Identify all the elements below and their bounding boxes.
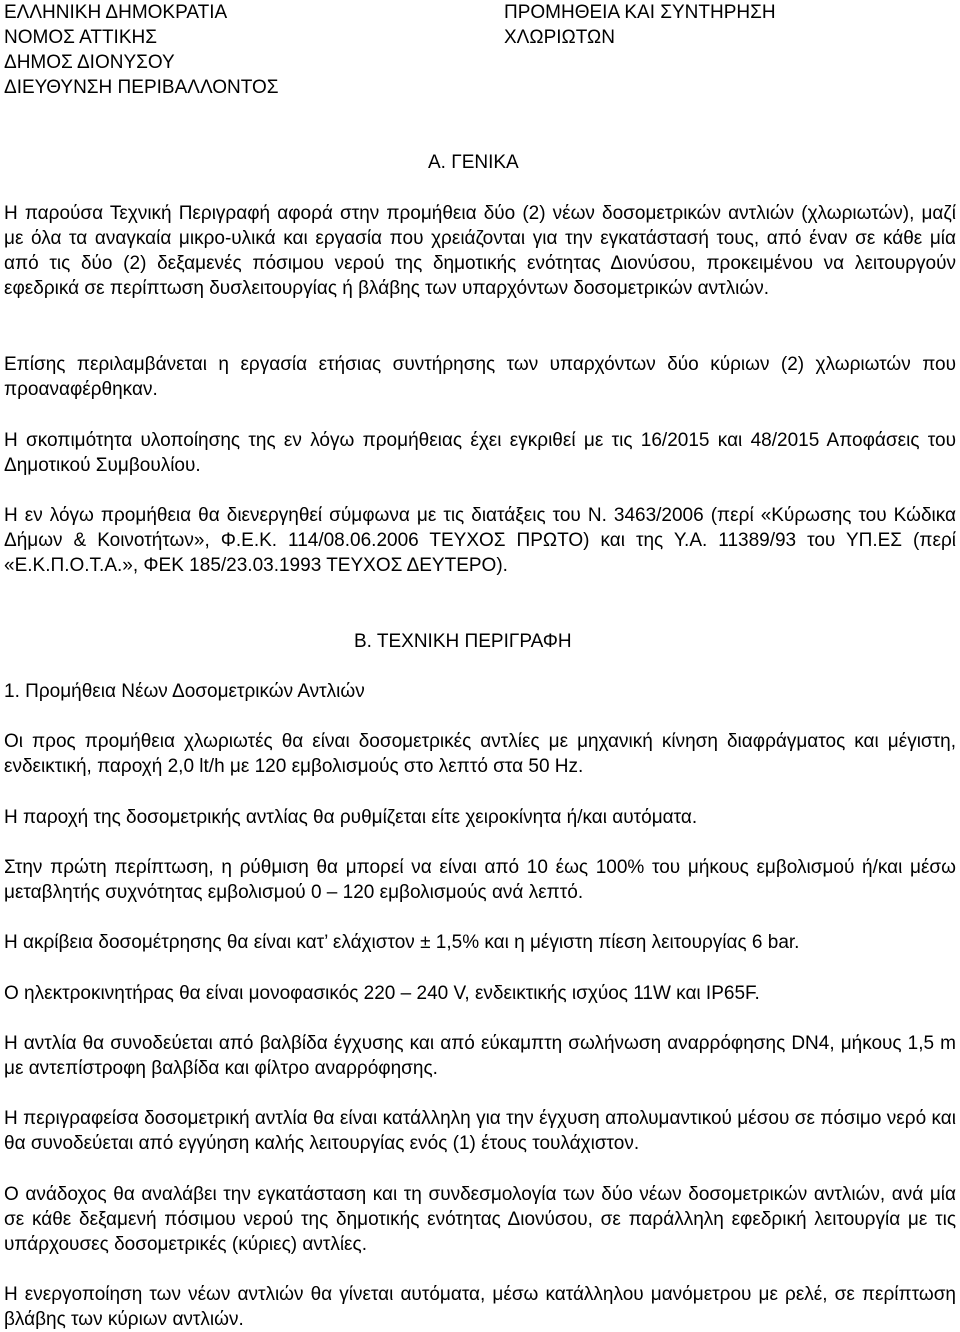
issuer-line-municipality: ΔΗΜΟΣ ΔΙΟΝΥΣΟΥ xyxy=(4,52,175,73)
section-a-paragraph: Η σκοπιμότητα υλοποίησης της εν λόγω προμήθειας έχει εγκριθεί με τις 16/2015 και 48/2015 Αποφάσεις του Δημοτικού Συμβουλίου. xyxy=(4,430,956,476)
section-b-heading: Β. ΤΕΧΝΙΚΗ ΠΕΡΙΓΡΑΦΗ xyxy=(354,631,572,652)
issuer-line-directorate: ΔΙΕΥΘΥΝΣΗ ΠΕΡΙΒΑΛΛΟΝΤΟΣ xyxy=(4,77,279,98)
section-b-paragraph: Ο ηλεκτροκινητήρας θα είναι μονοφασικός 220 – 240 V, ενδεικτικής ισχύος 11W και IP65F. xyxy=(4,983,760,1004)
section-a-heading: Α. ΓΕΝΙΚΑ xyxy=(428,152,519,173)
section-b-paragraph: Η περιγραφείσα δοσομετρική αντλία θα είναι κατάλληλη για την έγχυση απολυμαντικού μέσου σε πόσιμο νερό και θα συνοδεύεται από εγγύηση καλής λειτουργίας ενός (1) έτους τουλάχιστον. xyxy=(4,1108,956,1154)
project-title-line-1: ΠΡΟΜΗΘΕΙΑ ΚΑΙ ΣΥΝΤΗΡΗΣΗ xyxy=(504,2,776,23)
section-b-paragraph: Οι προς προμήθεια χλωριωτές θα είναι δοσομετρικές αντλίες με μηχανική κίνηση διαφράγματος και μέγιστη, ενδεικτική, παροχή 2,0 lt/h με 120 εμβολισμούς στο λεπτό στα 50 Hz. xyxy=(4,731,956,777)
section-a-paragraph: Η εν λόγω προμήθεια θα διενεργηθεί σύμφωνα με τις διατάξεις του Ν. 3463/2006 (περί «Κύρωσης του Κώδικα Δήμων & Κοινοτήτων», Φ.Ε.Κ. 114/08.06.2006 ΤΕΥΧΟΣ ΠΡΩΤΟ) και της Υ.Α. 11389/93 του ΥΠ.ΕΣ (περί «Ε.Κ.Π.Ο.Τ.Α.», ΦΕΚ 185/23.03.1993 ΤΕΥΧΟΣ ΔΕΥΤΕΡΟ). xyxy=(4,505,956,576)
section-a-paragraph: Επίσης περιλαμβάνεται η εργασία ετήσιας συντήρησης των υπαρχόντων δύο κύριων (2) χλωριωτών που προαναφέρθηκαν. xyxy=(4,354,956,400)
section-b-paragraph: Η αντλία θα συνοδεύεται από βαλβίδα έγχυσης και από εύκαμπτη σωλήνωση αναρρόφησης DN4, μήκους 1,5 m με αντεπίστροφη βαλβίδα και φίλτρο αναρρόφησης. xyxy=(4,1033,956,1079)
section-a-paragraph: Η παρούσα Τεχνική Περιγραφή αφορά στην προμήθεια δύο (2) νέων δοσομετρικών αντλιών (χλωριωτών), μαζί με όλα τα αναγκαία μικρο-υλικά και εργασία που χρειάζονται για την εγκατάστασή τους, από έναν σε κάθε μία από τις δύο (2) δεξαμενές πόσιμου νερού της δημοτικής ενότητας Διονύσου, προκειμένου να λειτουργούν εφεδρικά σε περίπτωση δυσλειτουργίας ή βλάβης των υπαρχόντων δοσομετρικών αντλιών. xyxy=(4,203,956,299)
section-b-paragraph: Η ενεργοποίηση των νέων αντλιών θα γίνεται αυτόματα, μέσω κατάλληλου μανόμετρου με ρελέ, σε περίπτωση βλάβης των κύριων αντλιών. xyxy=(4,1284,956,1330)
project-title-line-2: ΧΛΩΡΙΩΤΩΝ xyxy=(504,27,615,48)
section-b-paragraph: Ο ανάδοχος θα αναλάβει την εγκατάσταση και τη συνδεσμολογία των δύο νέων δοσομετρικών αντλιών, ανά μία σε κάθε δεξαμενή πόσιμου νερού της δημοτικής ενότητας Διονύσου, σε παράλληλη εφεδρική λειτουργία με τις υπάρχουσες δοσομετρικές (κύριες) αντλίες. xyxy=(4,1184,956,1255)
section-b-paragraph: Στην πρώτη περίπτωση, η ρύθμιση θα μπορεί να είναι από 10 έως 100% του μήκους εμβολισμού ή/και μέσω μεταβλητής συχνότητας εμβολισμού 0 – 120 εμβολισμούς ανά λεπτό. xyxy=(4,857,956,903)
project-title-block xyxy=(504,0,776,50)
issuer-line-country: ΕΛΛΗΝΙΚΗ ΔΗΜΟΚΡΑΤΙΑ xyxy=(4,2,228,23)
issuer-block xyxy=(4,0,279,100)
subsection-1-heading: 1. Προμήθεια Νέων Δοσομετρικών Αντλιών xyxy=(4,681,365,702)
issuer-line-prefecture: ΝΟΜΟΣ ΑΤΤΙΚΗΣ xyxy=(4,27,157,48)
section-b-paragraph: Η παροχή της δοσομετρικής αντλίας θα ρυθμίζεται είτε χειροκίνητα ή/και αυτόματα. xyxy=(4,807,698,828)
section-b-paragraph: Η ακρίβεια δοσομέτρησης θα είναι κατ’ ελάχιστον ± 1,5% και η μέγιστη πίεση λειτουργίας 6 bar. xyxy=(4,932,800,953)
